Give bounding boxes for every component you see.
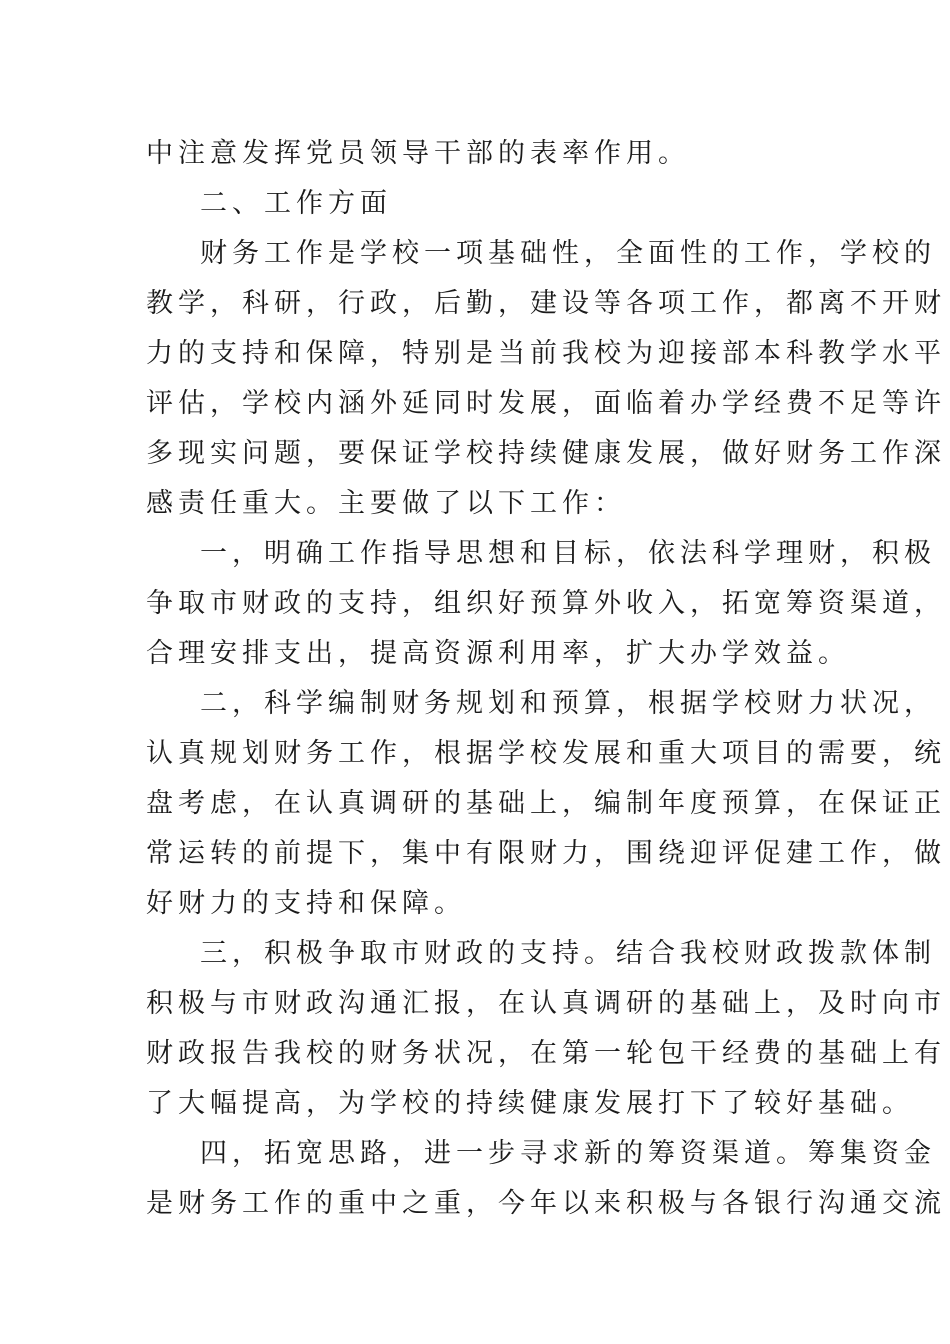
text-line: 教学，科研，行政，后勤，建设等各项工作，都离不开财 [146, 288, 946, 319]
text-line: 力的支持和保障，特别是当前我校为迎接部本科教学水平 [146, 338, 946, 369]
text-line: 是财务工作的重中之重，今年以来积极与各银行沟通交流 [146, 1188, 946, 1219]
text-line: 盘考虑，在认真调研的基础上，编制年度预算，在保证正 [146, 788, 946, 819]
text-line: 了大幅提高，为学校的持续健康发展打下了较好基础。 [146, 1088, 914, 1119]
section-heading: 二、工作方面 [200, 188, 392, 219]
text-line: 合理安排支出，提高资源利用率，扩大办学效益。 [146, 638, 850, 669]
text-line: 三，积极争取市财政的支持。结合我校财政拨款体制 [200, 938, 936, 969]
text-line: 财政报告我校的财务状况，在第一轮包干经费的基础上有 [146, 1038, 946, 1069]
text-line: 积极与市财政沟通汇报，在认真调研的基础上，及时向市 [146, 988, 946, 1019]
text-line: 二，科学编制财务规划和预算，根据学校财力状况， [200, 688, 936, 719]
text-line: 争取市财政的支持，组织好预算外收入，拓宽筹资渠道， [146, 588, 946, 619]
text-line: 多现实问题，要保证学校持续健康发展，做好财务工作深 [146, 438, 946, 469]
text-line: 四，拓宽思路，进一步寻求新的筹资渠道。筹集资金 [200, 1138, 936, 1169]
text-line: 评估，学校内涵外延同时发展，面临着办学经费不足等许 [146, 388, 946, 419]
text-line: 常运转的前提下，集中有限财力，围绕迎评促建工作，做 [146, 838, 946, 869]
text-line: 财务工作是学校一项基础性，全面性的工作，学校的 [200, 238, 936, 269]
text-line: 好财力的支持和保障。 [146, 888, 466, 919]
text-line: 一，明确工作指导思想和目标，依法科学理财，积极 [200, 538, 936, 569]
text-line: 认真规划财务工作，根据学校发展和重大项目的需要，统 [146, 738, 946, 769]
document-body [146, 129, 946, 1229]
text-line: 中注意发挥党员领导干部的表率作用。 [146, 138, 690, 169]
text-line: 感责任重大。主要做了以下工作： [146, 488, 626, 519]
